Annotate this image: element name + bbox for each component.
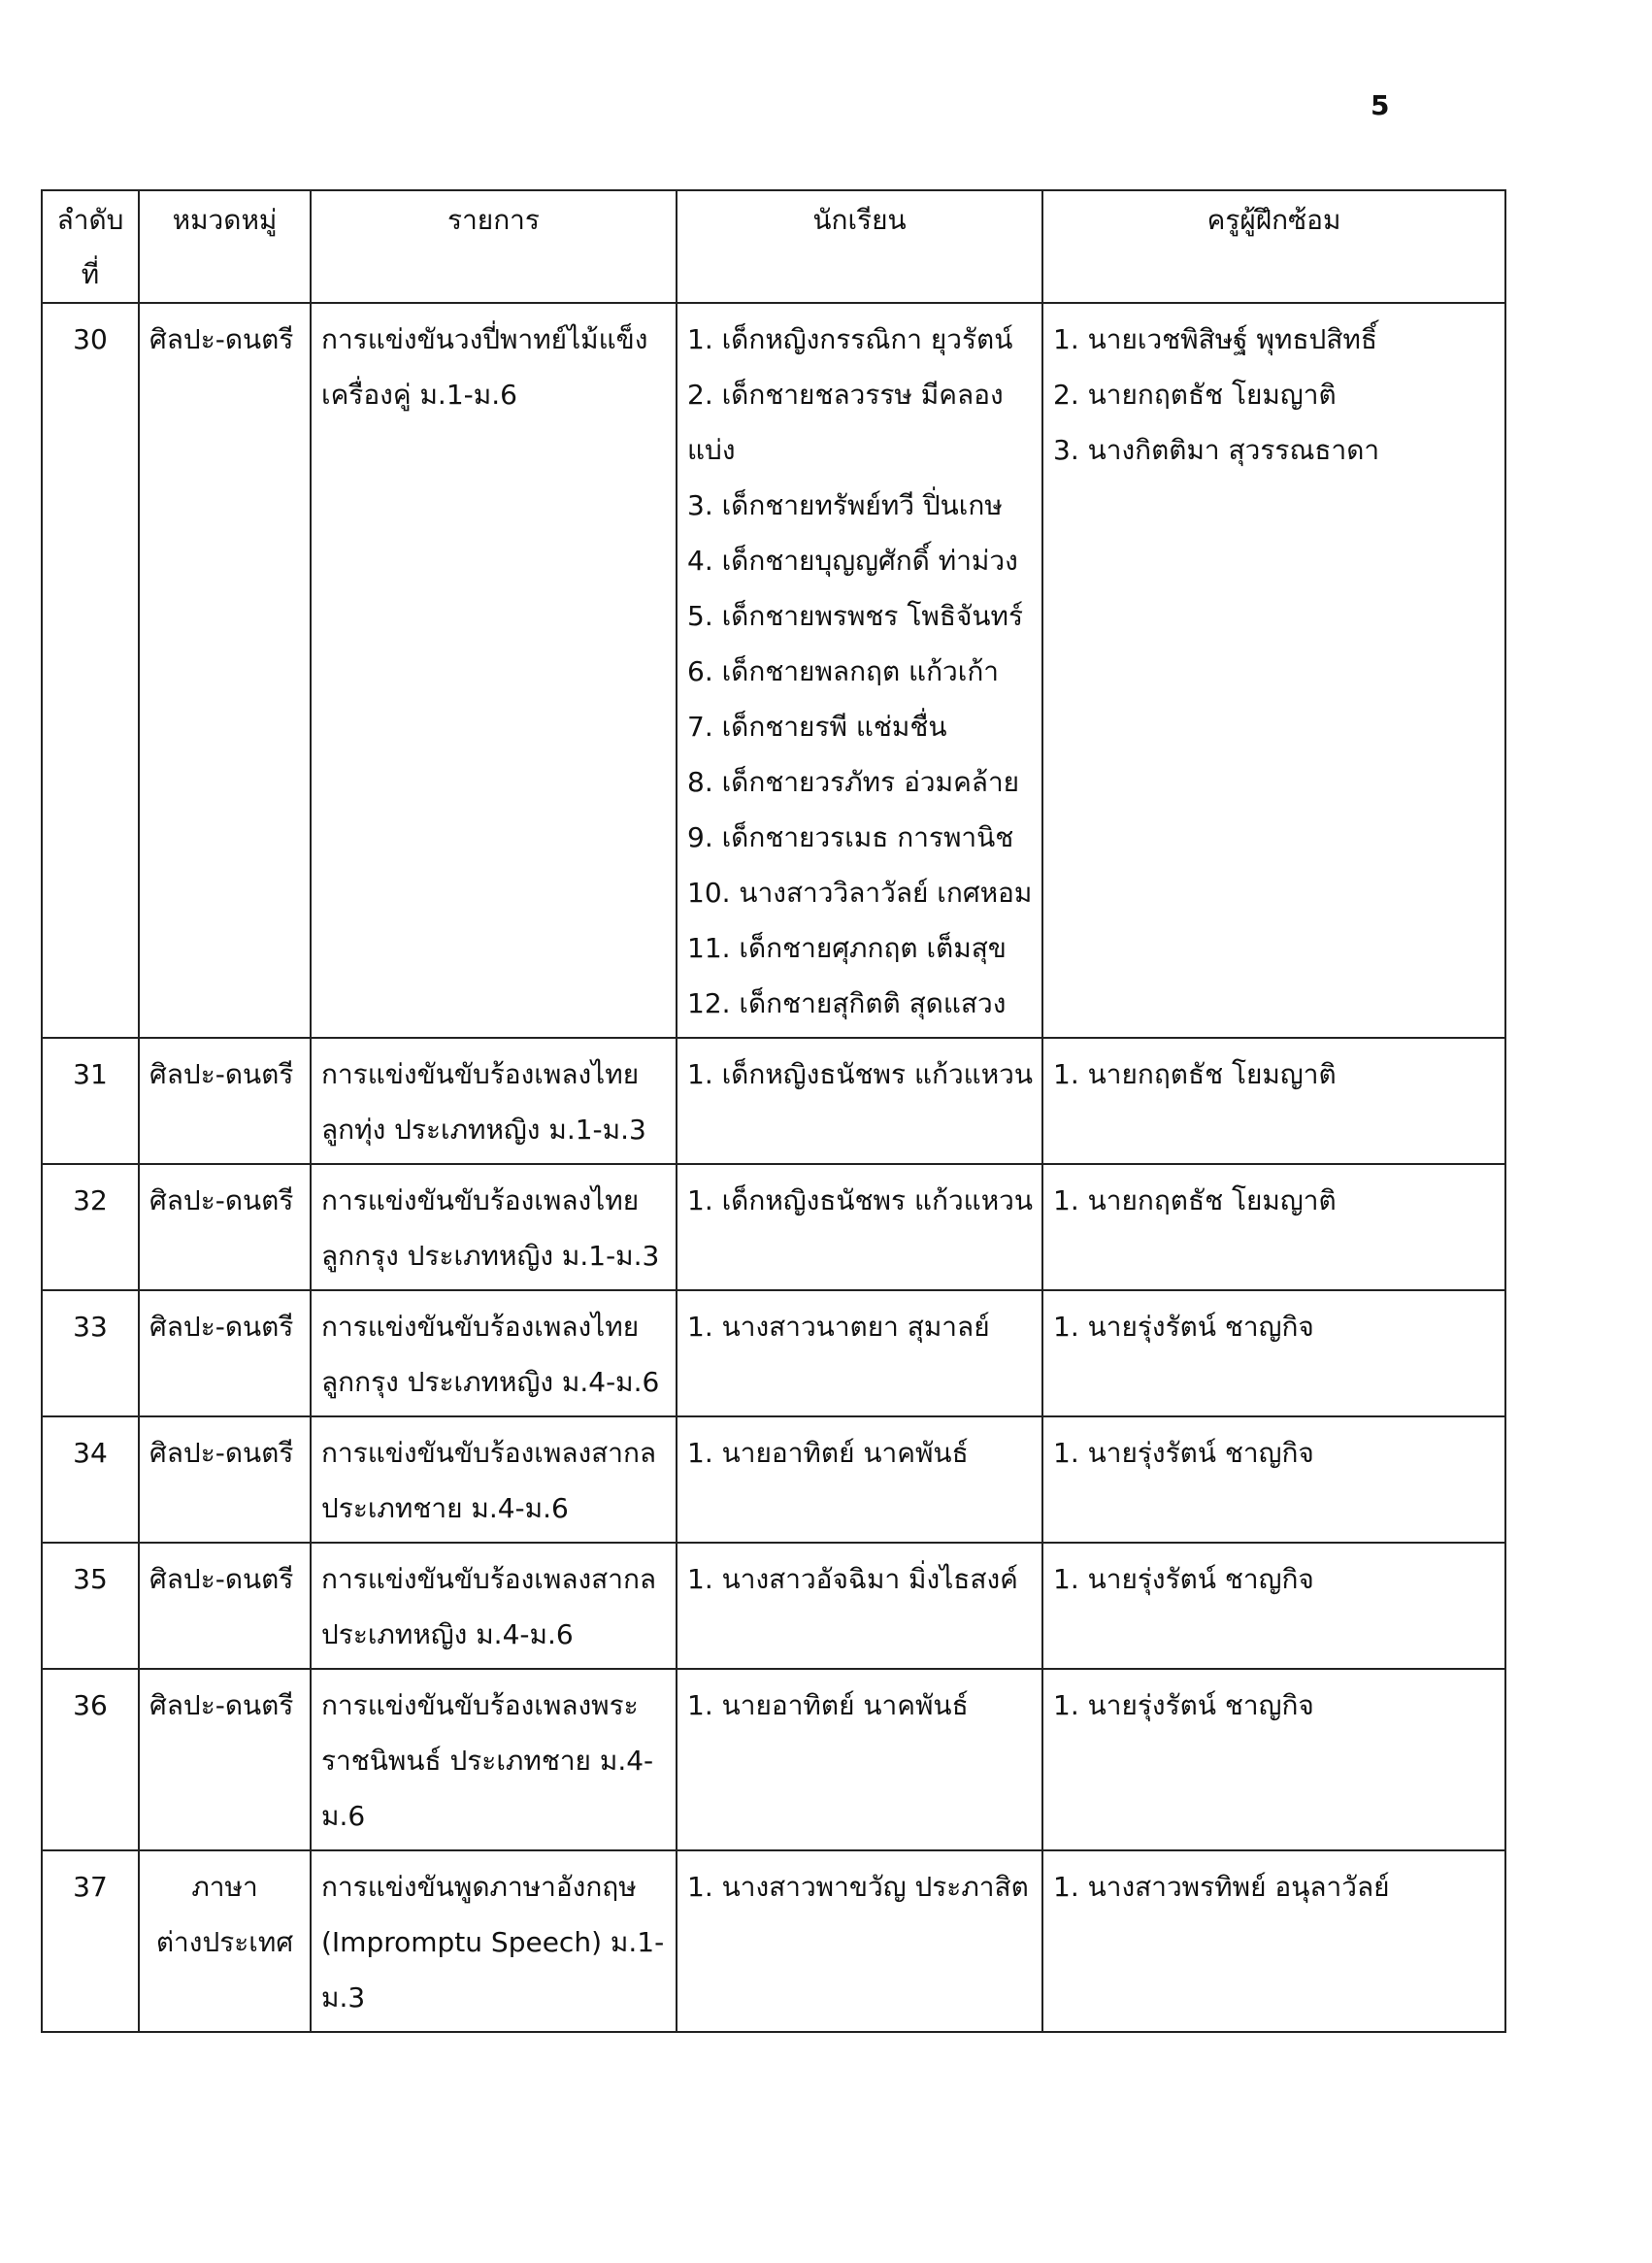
- cell-category: ศิลปะ-ดนตรี: [139, 303, 311, 1038]
- cell-line: 1. เด็กหญิงกรรณิกา ยุวรัตน์: [687, 323, 1013, 355]
- cell-item: [311, 1164, 677, 1290]
- cell-category: ศิลปะ-ดนตรี: [139, 1669, 311, 1850]
- cell-line: 1. นายรุ่งรัตน์ ชาญกิจ: [1053, 1563, 1314, 1595]
- cell-line: 1. นางสาวอัจฉิมา มิ่งไธสงค์: [687, 1563, 1018, 1595]
- cell-no: 31: [42, 1038, 139, 1164]
- cell-line: การแข่งขันขับร้องเพลงไทย: [321, 1311, 640, 1343]
- cell-no: 34: [42, 1416, 139, 1543]
- cell-line: แบ่ง: [687, 434, 736, 466]
- cell-category: [139, 1850, 311, 2032]
- cell-students: [677, 1543, 1042, 1669]
- cell-item: [311, 1416, 677, 1543]
- cell-no: 35: [42, 1543, 139, 1669]
- table-row: [42, 1164, 1505, 1290]
- cell-line: 2. เด็กชายชลวรรษ มีคลอง: [687, 379, 1004, 411]
- cell-item: [311, 1543, 677, 1669]
- header-no: ลำดับที่: [42, 190, 139, 303]
- cell-teachers: [1042, 303, 1505, 1038]
- cell-line: 1. นายกฤตธัช โยมญาติ: [1053, 1184, 1337, 1216]
- cell-no: 36: [42, 1669, 139, 1850]
- cell-line: 1. นางสาวนาตยา สุมาลย์: [687, 1311, 990, 1343]
- cell-line: เครื่องคู่ ม.1-ม.6: [321, 379, 517, 411]
- header-students: นักเรียน: [677, 190, 1042, 303]
- cell-line: 11. เด็กชายศุภกฤต เต็มสุข: [687, 932, 1007, 964]
- cell-line: การแข่งขันขับร้องเพลงสากล: [321, 1437, 657, 1469]
- cell-line: ประเภทชาย ม.4-ม.6: [321, 1492, 569, 1524]
- cell-line: 1. นายอาทิตย์ นาคพันธ์: [687, 1437, 969, 1469]
- cell-category: ศิลปะ-ดนตรี: [139, 1290, 311, 1416]
- cell-students: [677, 1290, 1042, 1416]
- cell-students: [677, 1669, 1042, 1850]
- cell-line: ลูกกรุง ประเภทหญิง ม.4-ม.6: [321, 1366, 660, 1398]
- cell-teachers: [1042, 1290, 1505, 1416]
- cell-line: ลูกทุ่ง ประเภทหญิง ม.1-ม.3: [321, 1114, 646, 1146]
- table-row: [42, 1850, 1505, 2032]
- cell-line: 10. นางสาววิลาวัลย์ เกศหอม: [687, 877, 1033, 909]
- page-number: 5: [1371, 89, 1390, 121]
- cell-line: 1. นายรุ่งรัตน์ ชาญกิจ: [1053, 1437, 1314, 1469]
- cell-item: [311, 1669, 677, 1850]
- cell-line: 8. เด็กชายวรภัทร อ่วมคล้าย: [687, 766, 1020, 798]
- header-category: หมวดหมู่: [139, 190, 311, 303]
- header-item: รายการ: [311, 190, 677, 303]
- cell-line: 1. นายรุ่งรัตน์ ชาญกิจ: [1053, 1689, 1314, 1721]
- cell-teachers: [1042, 1416, 1505, 1543]
- cell-line: 1. นางสาวพรทิพย์ อนุลาวัลย์: [1053, 1871, 1390, 1903]
- table-row: [42, 1669, 1505, 1850]
- table-row: [42, 1290, 1505, 1416]
- cell-line: 1. นายอาทิตย์ นาคพันธ์: [687, 1689, 969, 1721]
- cell-line: การแข่งขันขับร้องเพลงสากล: [321, 1563, 657, 1595]
- cell-line: ม.3: [321, 1981, 366, 2013]
- cell-line: 2. นายกฤตธัช โยมญาติ: [1053, 379, 1337, 411]
- cell-line: 1. เด็กหญิงธนัชพร แก้วแหวน: [687, 1058, 1034, 1090]
- cell-no: 30: [42, 303, 139, 1038]
- cell-no: 32: [42, 1164, 139, 1290]
- cell-line: 1. นายรุ่งรัตน์ ชาญกิจ: [1053, 1311, 1314, 1343]
- cell-students: [677, 1038, 1042, 1164]
- cell-line: การแข่งขันพูดภาษาอังกฤษ: [321, 1871, 637, 1903]
- cell-students: [677, 1850, 1042, 2032]
- cell-category: ศิลปะ-ดนตรี: [139, 1416, 311, 1543]
- cell-line: ภาษา: [191, 1871, 258, 1903]
- cell-item: [311, 1038, 677, 1164]
- table-header-row: [42, 190, 1505, 303]
- header-teachers: ครูผู้ฝึกซ้อม: [1042, 190, 1505, 303]
- cell-line: 1. เด็กหญิงธนัชพร แก้วแหวน: [687, 1184, 1034, 1216]
- cell-line: การแข่งขันวงปี่พาทย์ไม้แข็ง: [321, 323, 648, 355]
- cell-category: ศิลปะ-ดนตรี: [139, 1543, 311, 1669]
- table-row: [42, 1543, 1505, 1669]
- cell-line: 1. นายกฤตธัช โยมญาติ: [1053, 1058, 1337, 1090]
- table-row: [42, 303, 1505, 1038]
- cell-category: ศิลปะ-ดนตรี: [139, 1164, 311, 1290]
- cell-line: การแข่งขันขับร้องเพลงไทย: [321, 1058, 640, 1090]
- cell-category: ศิลปะ-ดนตรี: [139, 1038, 311, 1164]
- table-body: [42, 303, 1505, 2032]
- cell-teachers: [1042, 1850, 1505, 2032]
- cell-line: (Impromptu Speech) ม.1-: [321, 1926, 665, 1958]
- cell-line: 1. นายเวชพิสิษฐ์ พุทธปสิทธิ์: [1053, 323, 1377, 355]
- cell-line: การแข่งขันขับร้องเพลงไทย: [321, 1184, 640, 1216]
- cell-teachers: [1042, 1669, 1505, 1850]
- cell-teachers: [1042, 1543, 1505, 1669]
- cell-line: 4. เด็กชายบุญญศักดิ์ ท่าม่วง: [687, 545, 1018, 577]
- table-row: [42, 1416, 1505, 1543]
- cell-line: ต่างประเทศ: [155, 1926, 294, 1958]
- competition-table: [41, 189, 1506, 2033]
- cell-teachers: [1042, 1164, 1505, 1290]
- cell-item: [311, 1850, 677, 2032]
- cell-line: 9. เด็กชายวรเมธ การพานิช: [687, 821, 1014, 853]
- cell-line: การแข่งขันขับร้องเพลงพระ: [321, 1689, 639, 1721]
- cell-students: [677, 1164, 1042, 1290]
- cell-no: 37: [42, 1850, 139, 2032]
- cell-item: [311, 303, 677, 1038]
- cell-line: 3. เด็กชายทรัพย์ทวี ปิ่นเกษ: [687, 489, 1003, 521]
- cell-item: [311, 1290, 677, 1416]
- cell-line: 12. เด็กชายสุกิตติ สุดแสวง: [687, 987, 1007, 1019]
- cell-no: 33: [42, 1290, 139, 1416]
- cell-line: 3. นางกิตติมา สุวรรณธาดา: [1053, 434, 1380, 466]
- table-row: [42, 1038, 1505, 1164]
- cell-line: 7. เด็กชายรพี แช่มชื่น: [687, 711, 947, 743]
- cell-line: ราชนิพนธ์ ประเภทชาย ม.4-: [321, 1745, 654, 1777]
- cell-line: 1. นางสาวพาขวัญ ประภาสิต: [687, 1871, 1029, 1903]
- cell-line: 6. เด็กชายพลกฤต แก้วเก้า: [687, 655, 1000, 687]
- cell-line: 5. เด็กชายพรพชร โพธิจันทร์: [687, 600, 1023, 632]
- cell-teachers: [1042, 1038, 1505, 1164]
- cell-line: ลูกกรุง ประเภทหญิง ม.1-ม.3: [321, 1240, 660, 1272]
- cell-line: ม.6: [321, 1800, 366, 1832]
- cell-students: [677, 1416, 1042, 1543]
- cell-line: ประเภทหญิง ม.4-ม.6: [321, 1618, 574, 1650]
- cell-students: [677, 303, 1042, 1038]
